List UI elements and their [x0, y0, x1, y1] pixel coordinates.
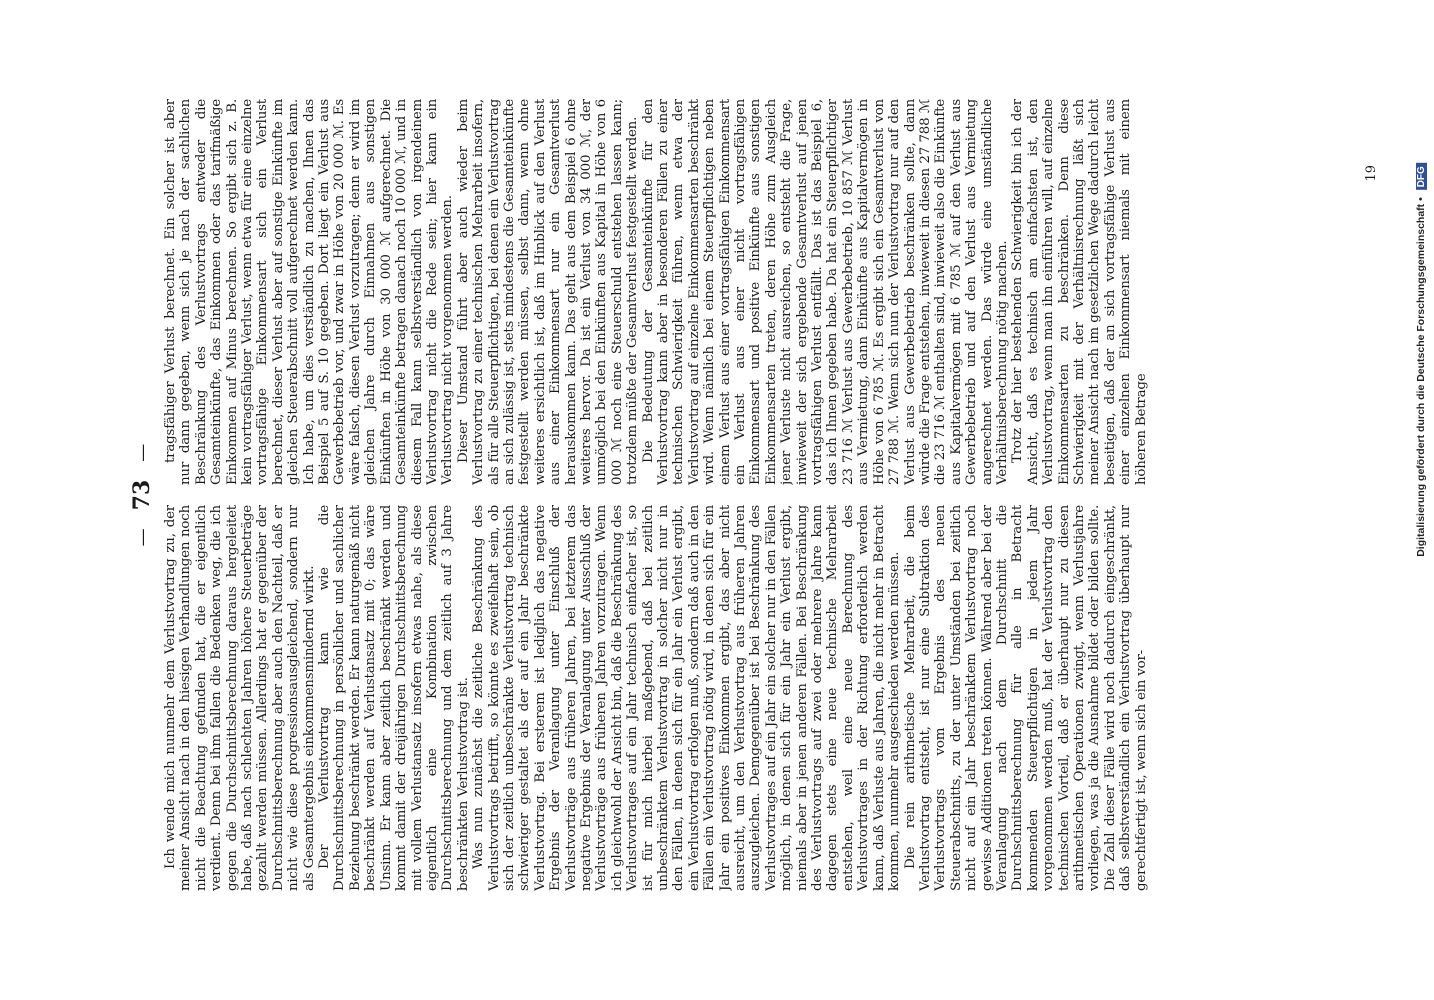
scanned-page [125, 85, 1405, 905]
dfg-logo: DFG [1416, 163, 1427, 190]
page-content [125, 85, 1405, 905]
paragraph: Dieser Umstand führt aber auch wieder beim Verlustvortrag zu einer technischen Mehrarbeit insofern, als für alle Steuerpflichtigen, bei denen ein Verlustvortrag an sich zulässig ist, stets mindestens die Gesamteinkünfte festgestellt werden müssen, selbst dann, wenn ohne weiteres ersichtlich ist, daß im Hinblick auf den Verlust aus einer Einkommensart nur ein Gesamtverlust herauskommen kann. Das geht aus dem Beispiel 6 ohne weiteres hervor. Da ist ein Verlust von 34 000 ℳ, der unmöglich bei den Einkünften aus Kapital in Höhe von 6 000 ℳ noch eine Steuerschuld entstehen lassen kann; trotzdem müßte der Gesamtverlust festgestellt werden. [455, 99, 641, 485]
paragraph: tragsfähiger Verlust berechnet. Ein solcher ist aber nur dann gegeben, wenn sich je nach der sachlichen Beschränkung des Verlustvortrags entweder die Gesamteinkünfte, das Einkommen oder das tarifmäßige Einkommen auf Minus berechnen. So ergibt sich z. B. kein vortragsfähiger Verlust, wenn etwa für eine einzelne vortragsfähige Einkommensart sich ein Verlust berechnet, dieser Verlust aber auf sonstige Einkünfte im gleichen Steuerabschnitt voll aufgerechnet werden kann. Ich habe, um dies verständlich zu machen, Ihnen das Beispiel 5 auf S. 10 gegeben. Dort liegt ein Verlust aus Gewerbebetrieb vor, und zwar in Höhe von 20 000 ℳ. Es wäre falsch, diesen Verlust vorzutragen; denn er wird im gleichen Jahre durch Einnahmen aus sonstigen Einkünften in Höhe von 30 000 ℳ aufgerechnet. Die Gesamteinkünfte betragen danach noch 10 000 ℳ, und in diesem Fall kann selbstverständlich von irgendeinem Verlustvortrag nicht die Rede sein; hier kann ein Verlustvortrag nicht vorgenommen werden. [163, 99, 456, 485]
column-left [163, 505, 1343, 891]
header-dash-left: — [131, 528, 153, 547]
page-number: 73 [129, 479, 155, 511]
paragraph: Der Verlustvortrag kann wie die Durchschnittsberechnung in persönlicher und sachlicher Beziehung beschränkt werden. Er kann naturgemäß nicht beschränkt werden auf Verlustansatz mit 0; das wäre Unsinn. Er kann aber zeitlich beschränkt werden und kommt damit der dreijährigen Durchschnittsberechnung mit vollem Verlustansatz insofern etwas nahe, als diese eigentlich eine Kombination zwischen Durchschnittsberechnung und dem zeitlich auf 3 Jahre beschränkten Verlustvortrag ist. [317, 505, 471, 891]
paragraph: Ich wende mich nunmehr dem Verlustvortrag zu, der meiner Ansicht nach in den hiesigen Verhandlungen noch nicht die Beachtung gefunden hat, die er eigentlich verdient. Denn bei ihm fallen die Bedenken weg, die ich gegen die Durchschnittsberechnung daraus hergeleitet habe, daß nach schlechten Jahren höhere Steuerbeträge gezahlt werden müssen. Allerdings hat er gegenüber der Durchschnittsberechnung aber auch den Nachteil, daß er nicht wie diese progressionsausgleichend, sondern nur als Gesamtergebnis einkommensmindernd wirkt. [163, 505, 317, 891]
text-columns [163, 85, 1343, 905]
header-dash-right: — [131, 443, 153, 462]
paragraph: Trotz der hier bestehenden Schwierigkeit bin ich der Ansicht, daß es technisch am einfachsten ist, den Verlustvortrag, wenn man ihn einführen will, auf einzelne Einkommensarten zu beschränken. Denn diese Schwierigkeit mit der Verhältnisrechnung läßt sich meiner Ansicht nach im gesetzlichen Wege dadurch leicht beseitigen, daß der an sich vortragsfähige Verlust aus einer einzelnen Einkommensart niemals mit einem höheren Betrage [1010, 99, 1149, 485]
column-right [163, 99, 1343, 485]
credit-text: Digitalisierung gefördert durch die Deutsche Forschungsgemeinschaft • [1415, 197, 1427, 557]
page-header [125, 125, 159, 865]
paragraph: Die rein arithmetische Mehrarbeit, die beim Verlustvortrag entsteht, ist nur eine Subtraktion des Verlustvortrags vom Ergebnis des neuen Steuerabschnitts, zu der unter Umständen bei zeitlich nicht auf ein Jahr beschränktem Verlustvortrag noch gewisse Additionen treten können. Während aber bei der Veranlagung nach dem Durchschnitt die Durchschnittsberechnung für alle in Betracht kommenden Steuerpflichtigen in jedem Jahr vorgenommen werden muß, hat der Verlustvortrag den technischen Vorteil, daß er überhaupt nur zu diesen arithmetischen Operationen zwingt, wenn Verlustjahre vorliegen, was ja die Ausnahme bildet oder bilden sollte. Die Zahl dieser Fälle wird noch dadurch eingeschränkt, daß selbstverständlich ein Verlustvortrag überhaupt nur gerechtfertigt ist, wenn sich ein vor- [902, 505, 1149, 891]
credit-line [1415, 163, 1427, 557]
paragraph: Was nun zunächst die zeitliche Beschränkung des Verlustvortrags betrifft, so könnte es zweifelhaft sein, ob sich der zeitlich unbeschränkte Verlustvortrag technisch schwieriger gestaltet als der auf ein Jahr beschränkte Verlustvortrag. Bei ersterem ist lediglich das negative Ergebnis der Veranlagung unter Einschluß der Verlustvorträge aus früheren Jahren, bei letzterem das negative Ergebnis der Veranlagung unter Ausschluß der Verlustvorträge aus früheren Jahren vorzutragen. Wenn ich gleichwohl der Ansicht bin, daß die Beschränkung des Verlustvortrages auf ein Jahr technisch einfacher ist, so ist für mich hierbei maßgebend, daß bei zeitlich unbeschränktem Verlustvortrag in solcher nicht nur in den Fällen, in denen sich für ein Jahr ein Verlust ergibt, ein Verlustvortrag erfolgen muß, sondern daß auch in den Fällen ein Verlustvortrag nötig wird, in denen sich für ein Jahr ein positives Einkommen ergibt, das aber nicht ausreicht, um den Verlustvortrag aus früheren Jahren auszugleichen. Demgegenüber ist bei Beschränkung des Verlustvortrages auf ein Jahr ein solcher nur in den Fällen möglich, in denen sich für ein Jahr ein Verlust ergibt, niemals aber in jenen anderen Fällen. Bei Beschränkung des Verlustvortrags auf zwei oder mehrere Jahre kann dagegen stets eine neue technische Mehrarbeit entstehen, weil eine neue Berechnung des Verlustvortrages in der Richtung erforderlich werden kann, daß Verluste aus Jahren, die nicht mehr in Betracht kommen, nunmehr ausgeschieden werden müssen. [471, 505, 903, 891]
paragraph: Die Bedeutung der Gesamteinkünfte für den Verlustvortrag kann aber in besonderen Fällen zu einer technischen Schwierigkeit führen, wenn etwa der Verlustvortrag auf einzelne Einkommensarten beschränkt wird. Wenn nämlich bei einem Steuerpflichtigen neben einem Verlust aus einer vortragsfähigen Einkommensart ein Verlust aus einer nicht vortragsfähigen Einkommensart und positive Einkünfte aus sonstigen Einkommensarten treten, deren Höhe zum Ausgleich jener Verluste nicht ausreichen, so entsteht die Frage, inwieweit der sich ergebende Gesamtverlust auf jenen vortragsfähigen Verlust entfällt. Das ist das Beispiel 6, das ich Ihnen gegeben habe. Da hat ein Steuerpflichtiger 23 716 ℳ Verlust aus Gewerbebetrieb, 10 857 ℳ Verlust aus Vermietung, dann Einkünfte aus Kapitalvermögen in Höhe von 6 785 ℳ. Es ergibt sich ein Gesamtverlust von 27 788 ℳ. Wenn sich nun der Verlustvortrag nur auf den Verlust aus Gewerbebetrieb beschränken sollte, dann würde die Frage entstehen, inwieweit in diesen 27 788 ℳ die 23 716 ℳ enthalten sind, inwieweit also die Einkünfte aus Kapitalvermögen mit 6 785 ℳ auf den Verlust aus Gewerbebetrieb und auf den Verlust aus Vermietung angerechnet werden. Das würde eine umständliche Verhältnisberechnung nötig machen. [640, 99, 1010, 485]
digitization-credit [1408, 0, 1434, 1000]
signature-mark: 19 [1364, 165, 1379, 182]
